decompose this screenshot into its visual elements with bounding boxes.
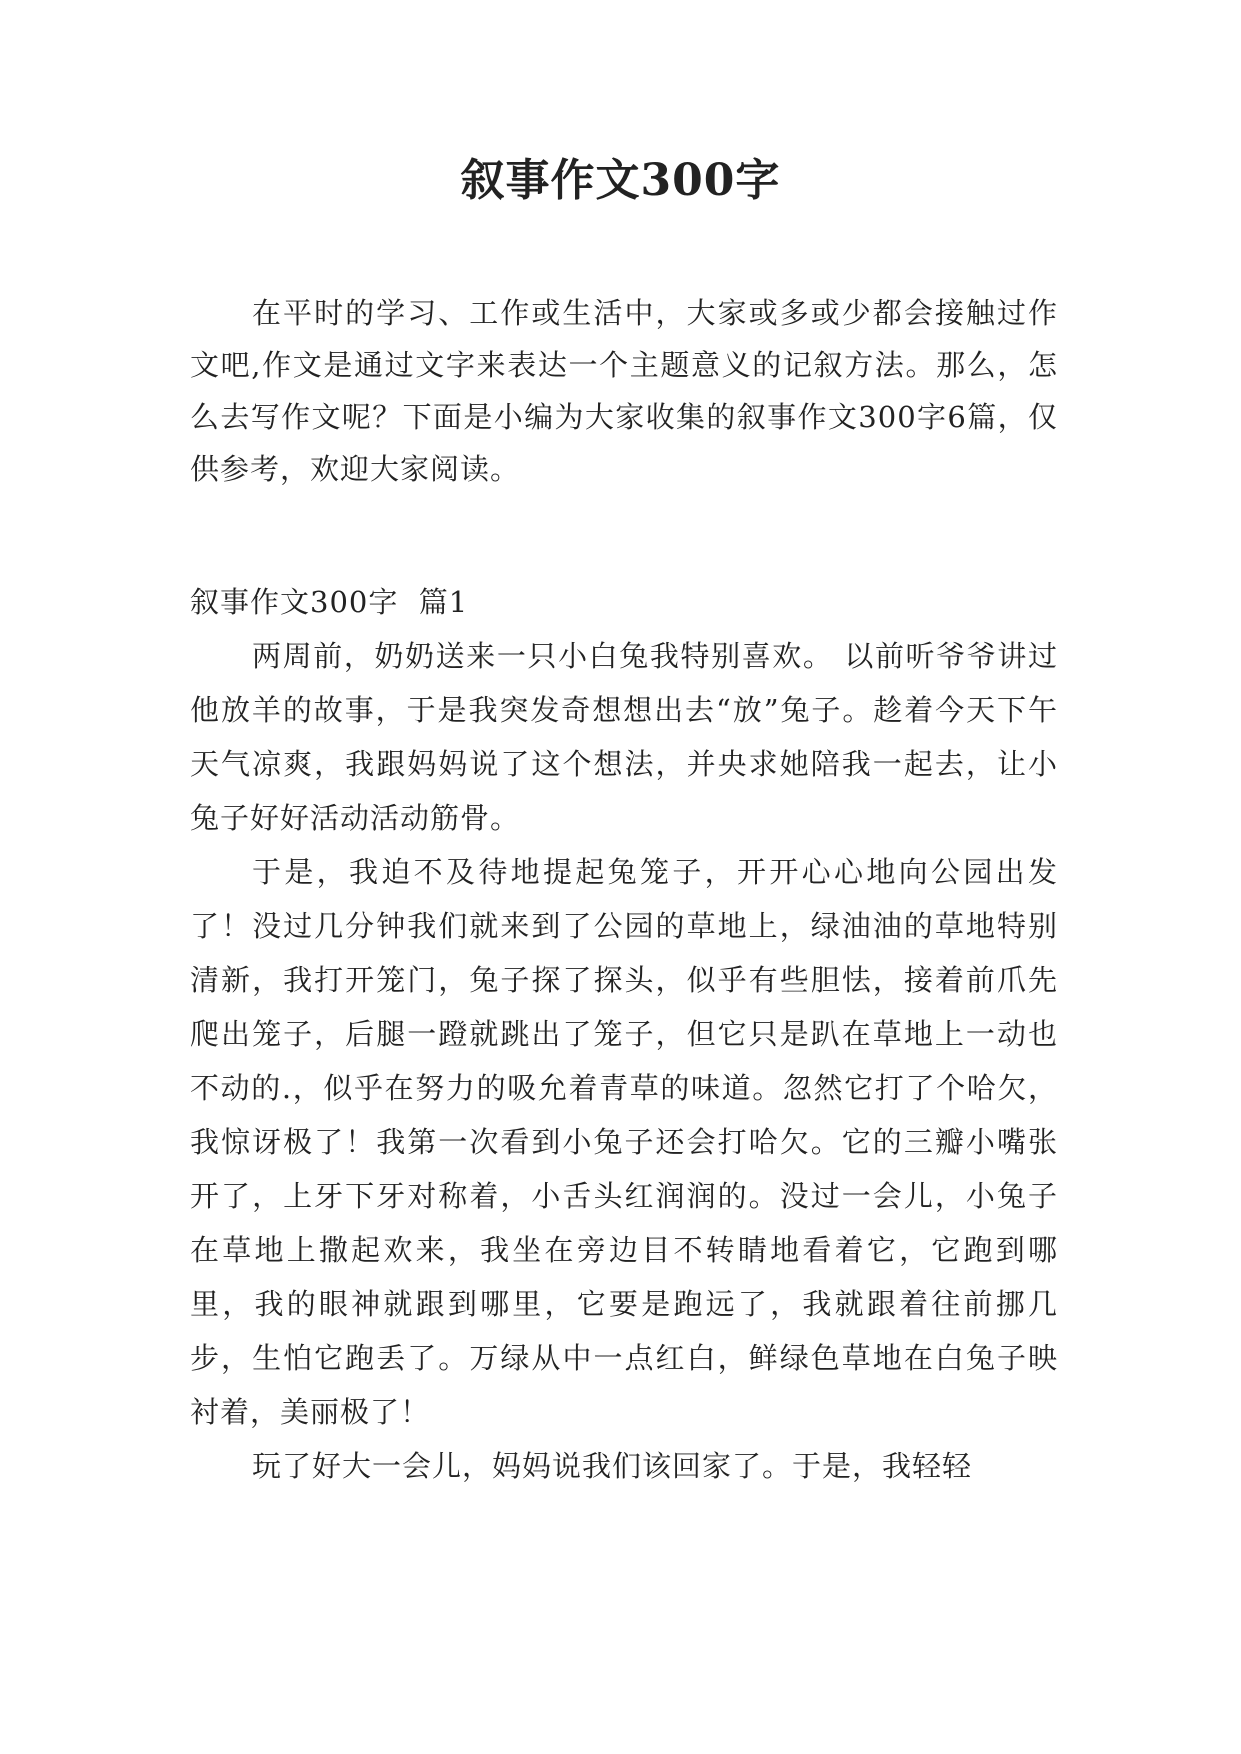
intro-section: [190, 287, 1058, 495]
body-paragraph: 两周前，奶奶送来一只小白兔我特别喜欢。 以前听爷爷讲过他放羊的故事，于是我突发奇想想出去“放”兔子。趁着今天下午天气凉爽，我跟妈妈说了这个想法，并央求她陪我一起去，让小兔子好好活动活动筋骨。: [190, 639, 1058, 835]
document-title: 叙事作文300字: [460, 155, 781, 206]
essay-section: [190, 575, 1058, 1493]
body-paragraph: 于是，我迫不及待地提起兔笼子，开开心心地向公园出发了！没过几分钟我们就来到了公园的草地上，绿油油的草地特别清新，我打开笼门，兔子探了探头，似乎有些胆怯，接着前爪先爬出笼子，后腿一蹬就跳出了笼子，但它只是趴在草地上一动也不动的.，似乎在努力的吸允着青草的味道。忽然它打了个哈欠，我惊讶极了！我第一次看到小兔子还会打哈欠。它的三瓣小嘴张开了，上牙下牙对称着，小舌头红润润的。没过一会儿，小兔子在草地上撒起欢来，我坐在旁边目不转睛地看着它，它跑到哪里，我的眼神就跟到哪里，它要是跑远了，我就跟着往前挪几步，生怕它跑丢了。万绿从中一点红白，鲜绿色草地在白兔子映衬着，美丽极了！: [190, 855, 1058, 1429]
intro-paragraph: 在平时的学习、工作或生活中，大家或多或少都会接触过作文吧,作文是通过文字来表达一个主题意义的记叙方法。那么，怎么去写作文呢？下面是小编为大家收集的叙事作文300字6篇，仅供参考，欢迎大家阅读。: [190, 296, 1058, 486]
section-heading: 叙事作文300字 篇1: [190, 585, 469, 619]
body-paragraph: 玩了好大一会儿，妈妈说我们该回家了。于是，我轻轻: [252, 1449, 973, 1483]
